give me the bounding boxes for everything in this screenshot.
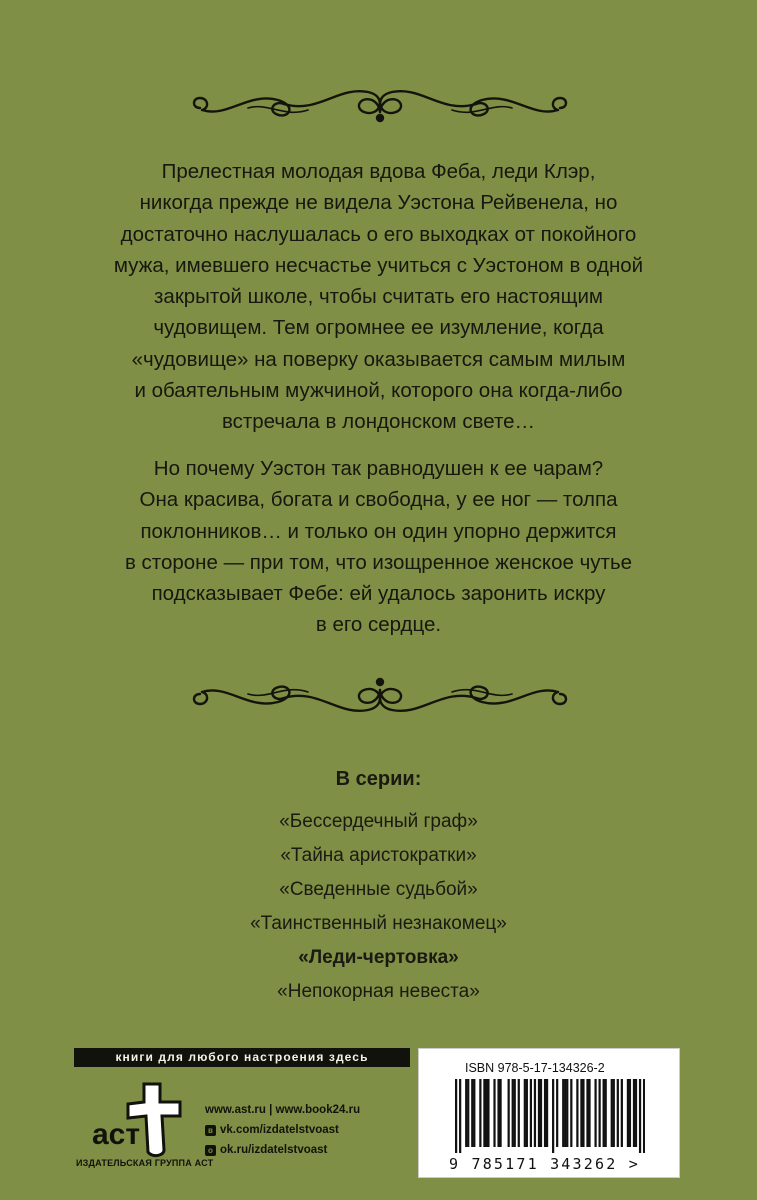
- vk-row: [205, 1120, 415, 1140]
- barcode-bar: [633, 1079, 635, 1147]
- text-line: и обаятельным мужчиной, которого она когда-либо: [134, 379, 623, 403]
- barcode-bar: [485, 1079, 487, 1147]
- barcode-bar: [566, 1079, 568, 1147]
- barcode-bar: [576, 1079, 578, 1147]
- barcode-bar: [534, 1079, 536, 1147]
- barcode-bar: [455, 1079, 457, 1153]
- websites-row: [205, 1100, 415, 1120]
- barcode-bar: [564, 1079, 566, 1147]
- websites-link[interactable]: www.ast.ru | www.book24.ru: [205, 1104, 361, 1116]
- series-item: «Непокорная невеста»: [277, 981, 480, 1002]
- series-heading: В серии:: [335, 768, 422, 790]
- barcode-bar: [467, 1079, 469, 1147]
- text-line: Она красива, богата и свободна, у ее ног — толпа: [139, 488, 618, 512]
- text-line: чудовищем. Тем огромнее ее изумление, когда: [153, 316, 604, 340]
- barcode-bar: [639, 1079, 641, 1153]
- text-line: «чудовище» на поверку оказывается самым милым: [131, 347, 626, 371]
- barcode-bar: [497, 1079, 499, 1147]
- flourish-ornament-icon: [188, 78, 572, 130]
- barcode-bar: [556, 1079, 558, 1147]
- barcode-bar: [493, 1079, 495, 1147]
- barcode-bar: [627, 1079, 629, 1147]
- barcode-bar: [613, 1079, 615, 1147]
- text-line: Но почему Уэстон так равнодушен к ее чарам?: [153, 457, 604, 480]
- barcode-bar: [483, 1079, 485, 1147]
- ornament-top: [188, 78, 572, 130]
- barcode-bar: [524, 1079, 526, 1147]
- barcode-bar: [459, 1079, 461, 1153]
- publisher-links: [205, 1100, 415, 1160]
- text-line: достаточно наслушалась о его выходках от покойного: [120, 222, 637, 246]
- tagline-banner: книги для любого настроения здесь: [74, 1048, 410, 1067]
- barcode-bar: [643, 1079, 645, 1153]
- ok-link[interactable]: ok.ru/izdatelstvoast: [220, 1144, 328, 1156]
- series-item: «Тайна аристократки»: [280, 845, 477, 866]
- text-line: встречала в лондонском свете…: [221, 410, 536, 434]
- barcode-bar: [471, 1079, 473, 1147]
- series-item: «Сведенные судьбой»: [279, 879, 478, 900]
- barcode-bar: [465, 1079, 467, 1147]
- barcode-digits: 9 785171 343262 >: [449, 1155, 640, 1173]
- barcode-bar: [540, 1079, 542, 1147]
- barcode-bar: [473, 1079, 475, 1147]
- barcode-bar: [538, 1079, 540, 1147]
- description-paragraph-2: [40, 453, 717, 641]
- logo-text: аст: [92, 1118, 141, 1151]
- barcode-bar: [586, 1079, 588, 1147]
- barcode-bar: [635, 1079, 637, 1147]
- barcode-bar: [580, 1079, 582, 1147]
- isbn-barcode-box: [418, 1048, 680, 1178]
- flourish-ornament-icon: [188, 670, 572, 722]
- barcode-bar: [499, 1079, 501, 1147]
- barcode-bar: [487, 1079, 489, 1147]
- barcode-bar: [479, 1079, 481, 1147]
- barcode-bar: [599, 1079, 601, 1147]
- barcode-bar: [544, 1079, 546, 1147]
- barcode-bar: [621, 1079, 623, 1147]
- barcode-bar: [629, 1079, 631, 1147]
- text-line: в его сердце.: [315, 613, 442, 637]
- text-line: закрытой школе, чтобы считать его настоящим: [154, 285, 603, 309]
- ok-icon: о: [205, 1145, 216, 1156]
- vk-icon: в: [205, 1125, 216, 1136]
- text-line: Прелестная молодая вдова Феба, леди Клэр,: [161, 160, 596, 183]
- barcode-bar: [514, 1079, 516, 1147]
- text-line: никогда прежде не видела Уэстона Рейвенела, но: [139, 191, 618, 215]
- barcode-bar: [611, 1079, 613, 1147]
- barcode-bar: [588, 1079, 590, 1147]
- barcode-bar: [512, 1079, 514, 1147]
- barcode-bar: [546, 1079, 548, 1147]
- ok-row: [205, 1140, 415, 1160]
- barcode-icon: [455, 1079, 645, 1153]
- ornament-bottom: [188, 670, 572, 722]
- barcode-bar: [562, 1079, 564, 1147]
- barcode-bar: [530, 1079, 532, 1147]
- description-paragraph-1: [40, 156, 717, 438]
- series-item: «Бессердечный граф»: [279, 811, 478, 832]
- barcode-bar: [526, 1079, 528, 1147]
- barcode-bar: [582, 1079, 584, 1147]
- barcode-bar: [603, 1079, 605, 1147]
- barcode-bar: [508, 1079, 510, 1147]
- series-item: «Таинственный незнакомец»: [250, 913, 507, 934]
- vk-link[interactable]: vk.com/izdatelstvoast: [220, 1124, 339, 1136]
- barcode-bar: [594, 1079, 596, 1147]
- series-list: [40, 805, 717, 1009]
- publisher-caption: ИЗДАТЕЛЬСКАЯ ГРУППА АСТ: [76, 1158, 214, 1168]
- barcode-bar: [617, 1079, 619, 1147]
- barcode-bar: [605, 1079, 607, 1147]
- text-line: поклонников… и только он один упорно держится: [140, 519, 617, 543]
- barcode-bar: [552, 1079, 554, 1153]
- text-line: мужа, имевшего несчастье учиться с Уэстоном в одной: [113, 253, 644, 277]
- ast-logo-icon: [82, 1078, 200, 1158]
- series-item-current: «Леди-чертовка»: [298, 947, 459, 968]
- publisher-logo: [76, 1078, 214, 1174]
- isbn-label: ISBN 978-5-17-134326-2: [465, 1061, 605, 1075]
- text-line: подсказывает Фебе: ей удалось заронить искру: [151, 582, 606, 606]
- text-line: в стороне — при том, что изощренное женское чутье: [124, 550, 633, 574]
- barcode-bar: [518, 1079, 520, 1147]
- barcode-bar: [570, 1079, 572, 1147]
